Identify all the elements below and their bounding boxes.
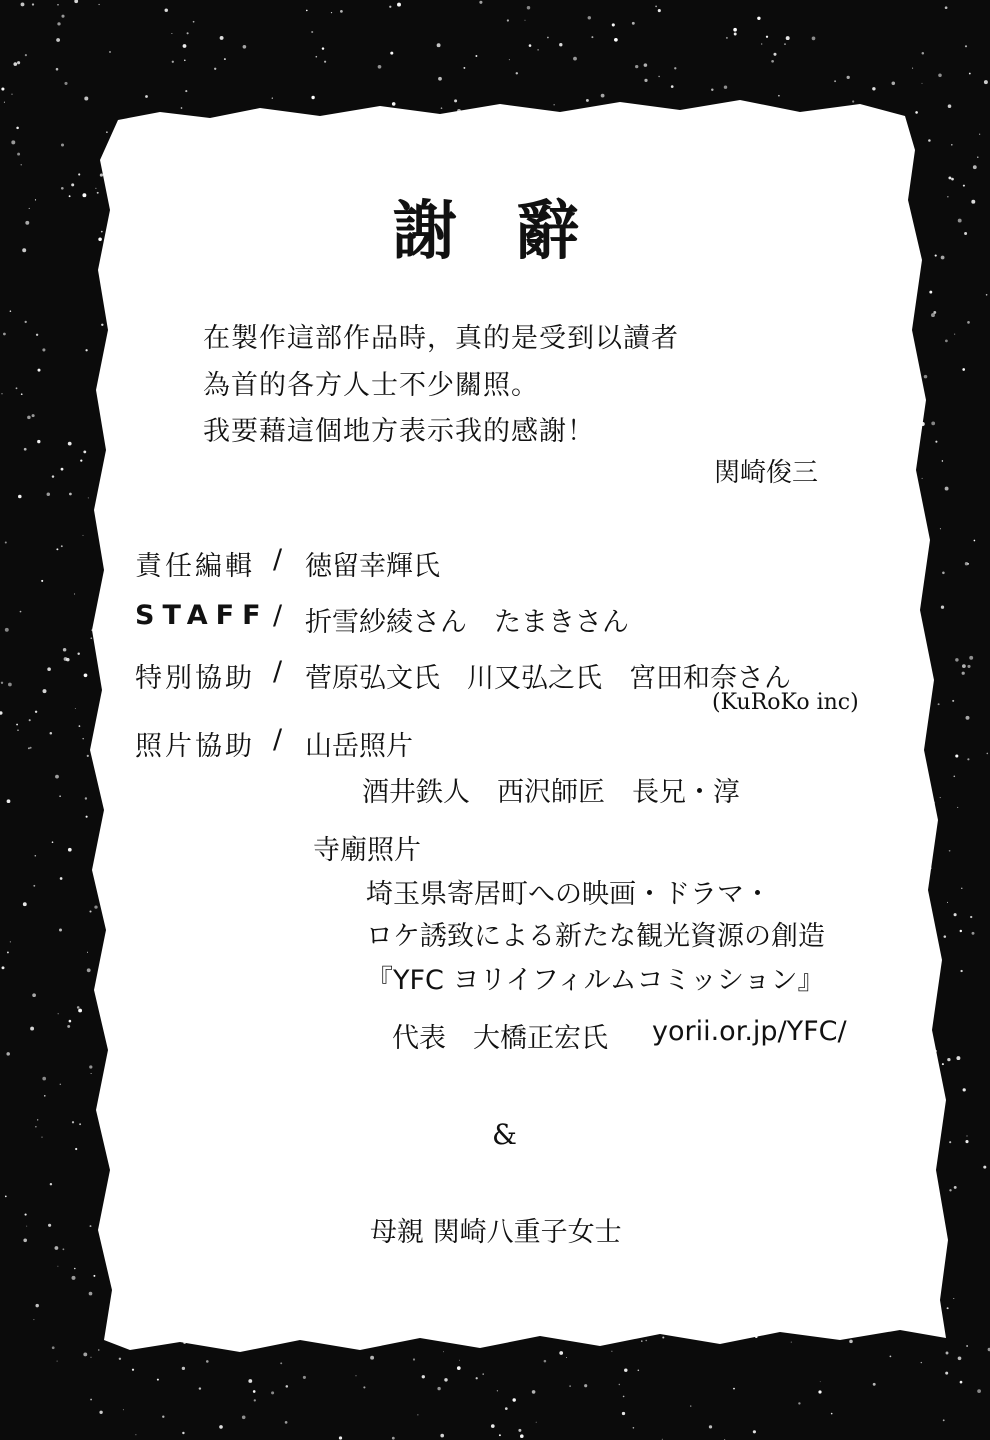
page-title: 謝 辭 bbox=[392, 194, 598, 269]
author-signature: 関崎俊三 bbox=[714, 458, 819, 488]
credit-names-special: 菅原弘文氏 川又弘之氏 宮田和奈さん bbox=[305, 663, 791, 694]
credit-names-staff: 折雪紗綾さん たまきさん bbox=[305, 607, 629, 638]
ampersand: & bbox=[492, 1118, 517, 1151]
credit-url: yorii.or.jp/YFC/ bbox=[652, 1016, 847, 1047]
credit-role-photo: 照片協助 bbox=[135, 731, 255, 762]
credit-temple-line: ロケ誘致による新たな観光資源の創造 bbox=[366, 921, 825, 952]
credit-role-special: 特別協助 bbox=[135, 663, 255, 694]
credit-representative: 代表 大橋正宏氏 bbox=[392, 1023, 608, 1054]
credit-role-staff: STAFF bbox=[135, 600, 269, 631]
intro-line: 在製作這部作品時，真的是受到以讀者 bbox=[203, 323, 679, 354]
credit-names-editor: 徳留幸輝氏 bbox=[305, 551, 440, 582]
credit-temple-line: 『YFC ヨリイフィルムコミッション』 bbox=[366, 965, 825, 996]
credit-note-special: (KuRoKo inc) bbox=[712, 690, 859, 715]
credit-temple-line: 埼玉県寄居町への映画・ドラマ・ bbox=[366, 879, 771, 910]
credit-role-editor: 責任編輯 bbox=[135, 551, 255, 582]
intro-line: 為首的各方人士不少關照。 bbox=[203, 370, 539, 401]
credit-separator: / bbox=[273, 656, 283, 687]
intro-line: 我要藉這個地方表示我的感謝！ bbox=[203, 416, 595, 447]
credit-names-mountain-photos: 酒井鉄人 西沢師匠 長兄・淳 bbox=[362, 777, 740, 808]
credit-group-mountain-photos: 山岳照片 bbox=[305, 731, 413, 762]
mother-credit: 母親 関崎八重子女士 bbox=[370, 1217, 622, 1248]
credit-separator: / bbox=[273, 544, 283, 575]
credit-separator: / bbox=[273, 600, 283, 631]
credit-separator: / bbox=[273, 724, 283, 755]
credit-group-temple-photos: 寺廟照片 bbox=[313, 835, 421, 866]
